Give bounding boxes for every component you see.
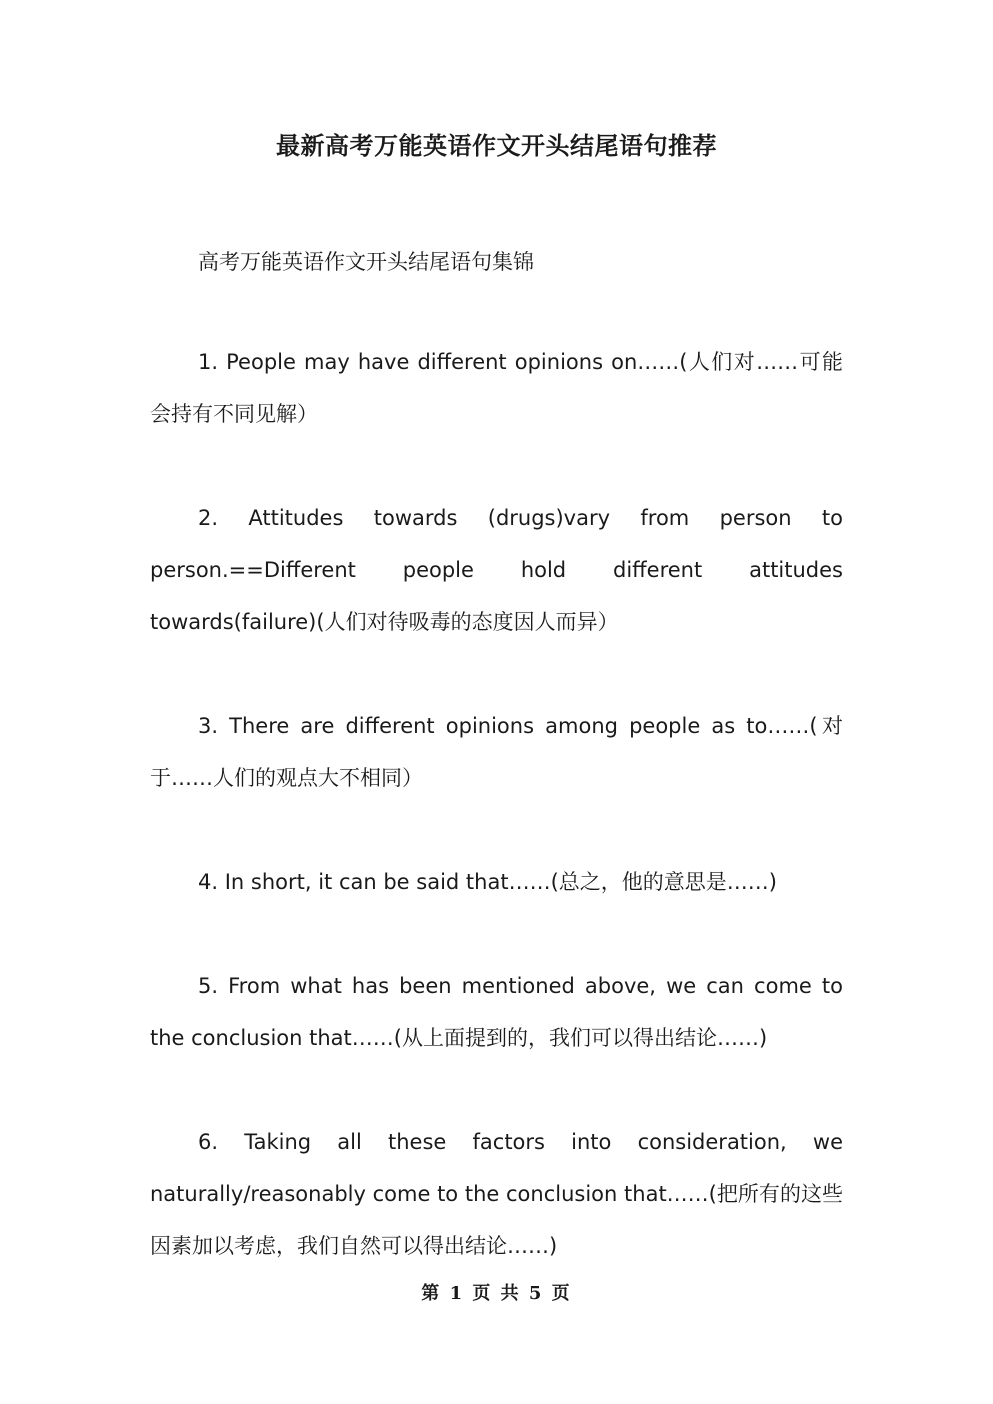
- page-number-footer: 第 1 页 共 5 页: [421, 1283, 572, 1304]
- list-item-3: 3. There are different opinions among people as to……(对于……人们的观点大不相同）: [150, 714, 843, 790]
- list-item-6: 6. Taking all these factors into consideration, we naturally/reasonably come to the conclusion that……(把所有的这些因素加以考虑，我们自然可以得出结论……): [150, 1130, 843, 1258]
- section-heading: 高考万能英语作文开头结尾语句集锦: [198, 250, 534, 274]
- list-item-4: 4. In short, it can be said that……(总之，他的意思是……): [198, 870, 777, 894]
- list-item-1: 1. People may have different opinions on……(人们对……可能会持有不同见解）: [150, 350, 843, 426]
- list-item-5: 5. From what has been mentioned above, we can come to the conclusion that……(从上面提到的，我们可以得出结论……): [150, 974, 843, 1050]
- document-title: 最新高考万能英语作文开头结尾语句推荐: [276, 132, 717, 160]
- document-body: [150, 236, 843, 1324]
- list-item-2: 2. Attitudes towards (drugs)vary from person to person.==Different people hold different attitudes towards(failure)(人们对待吸毒的态度因人而异）: [150, 506, 843, 634]
